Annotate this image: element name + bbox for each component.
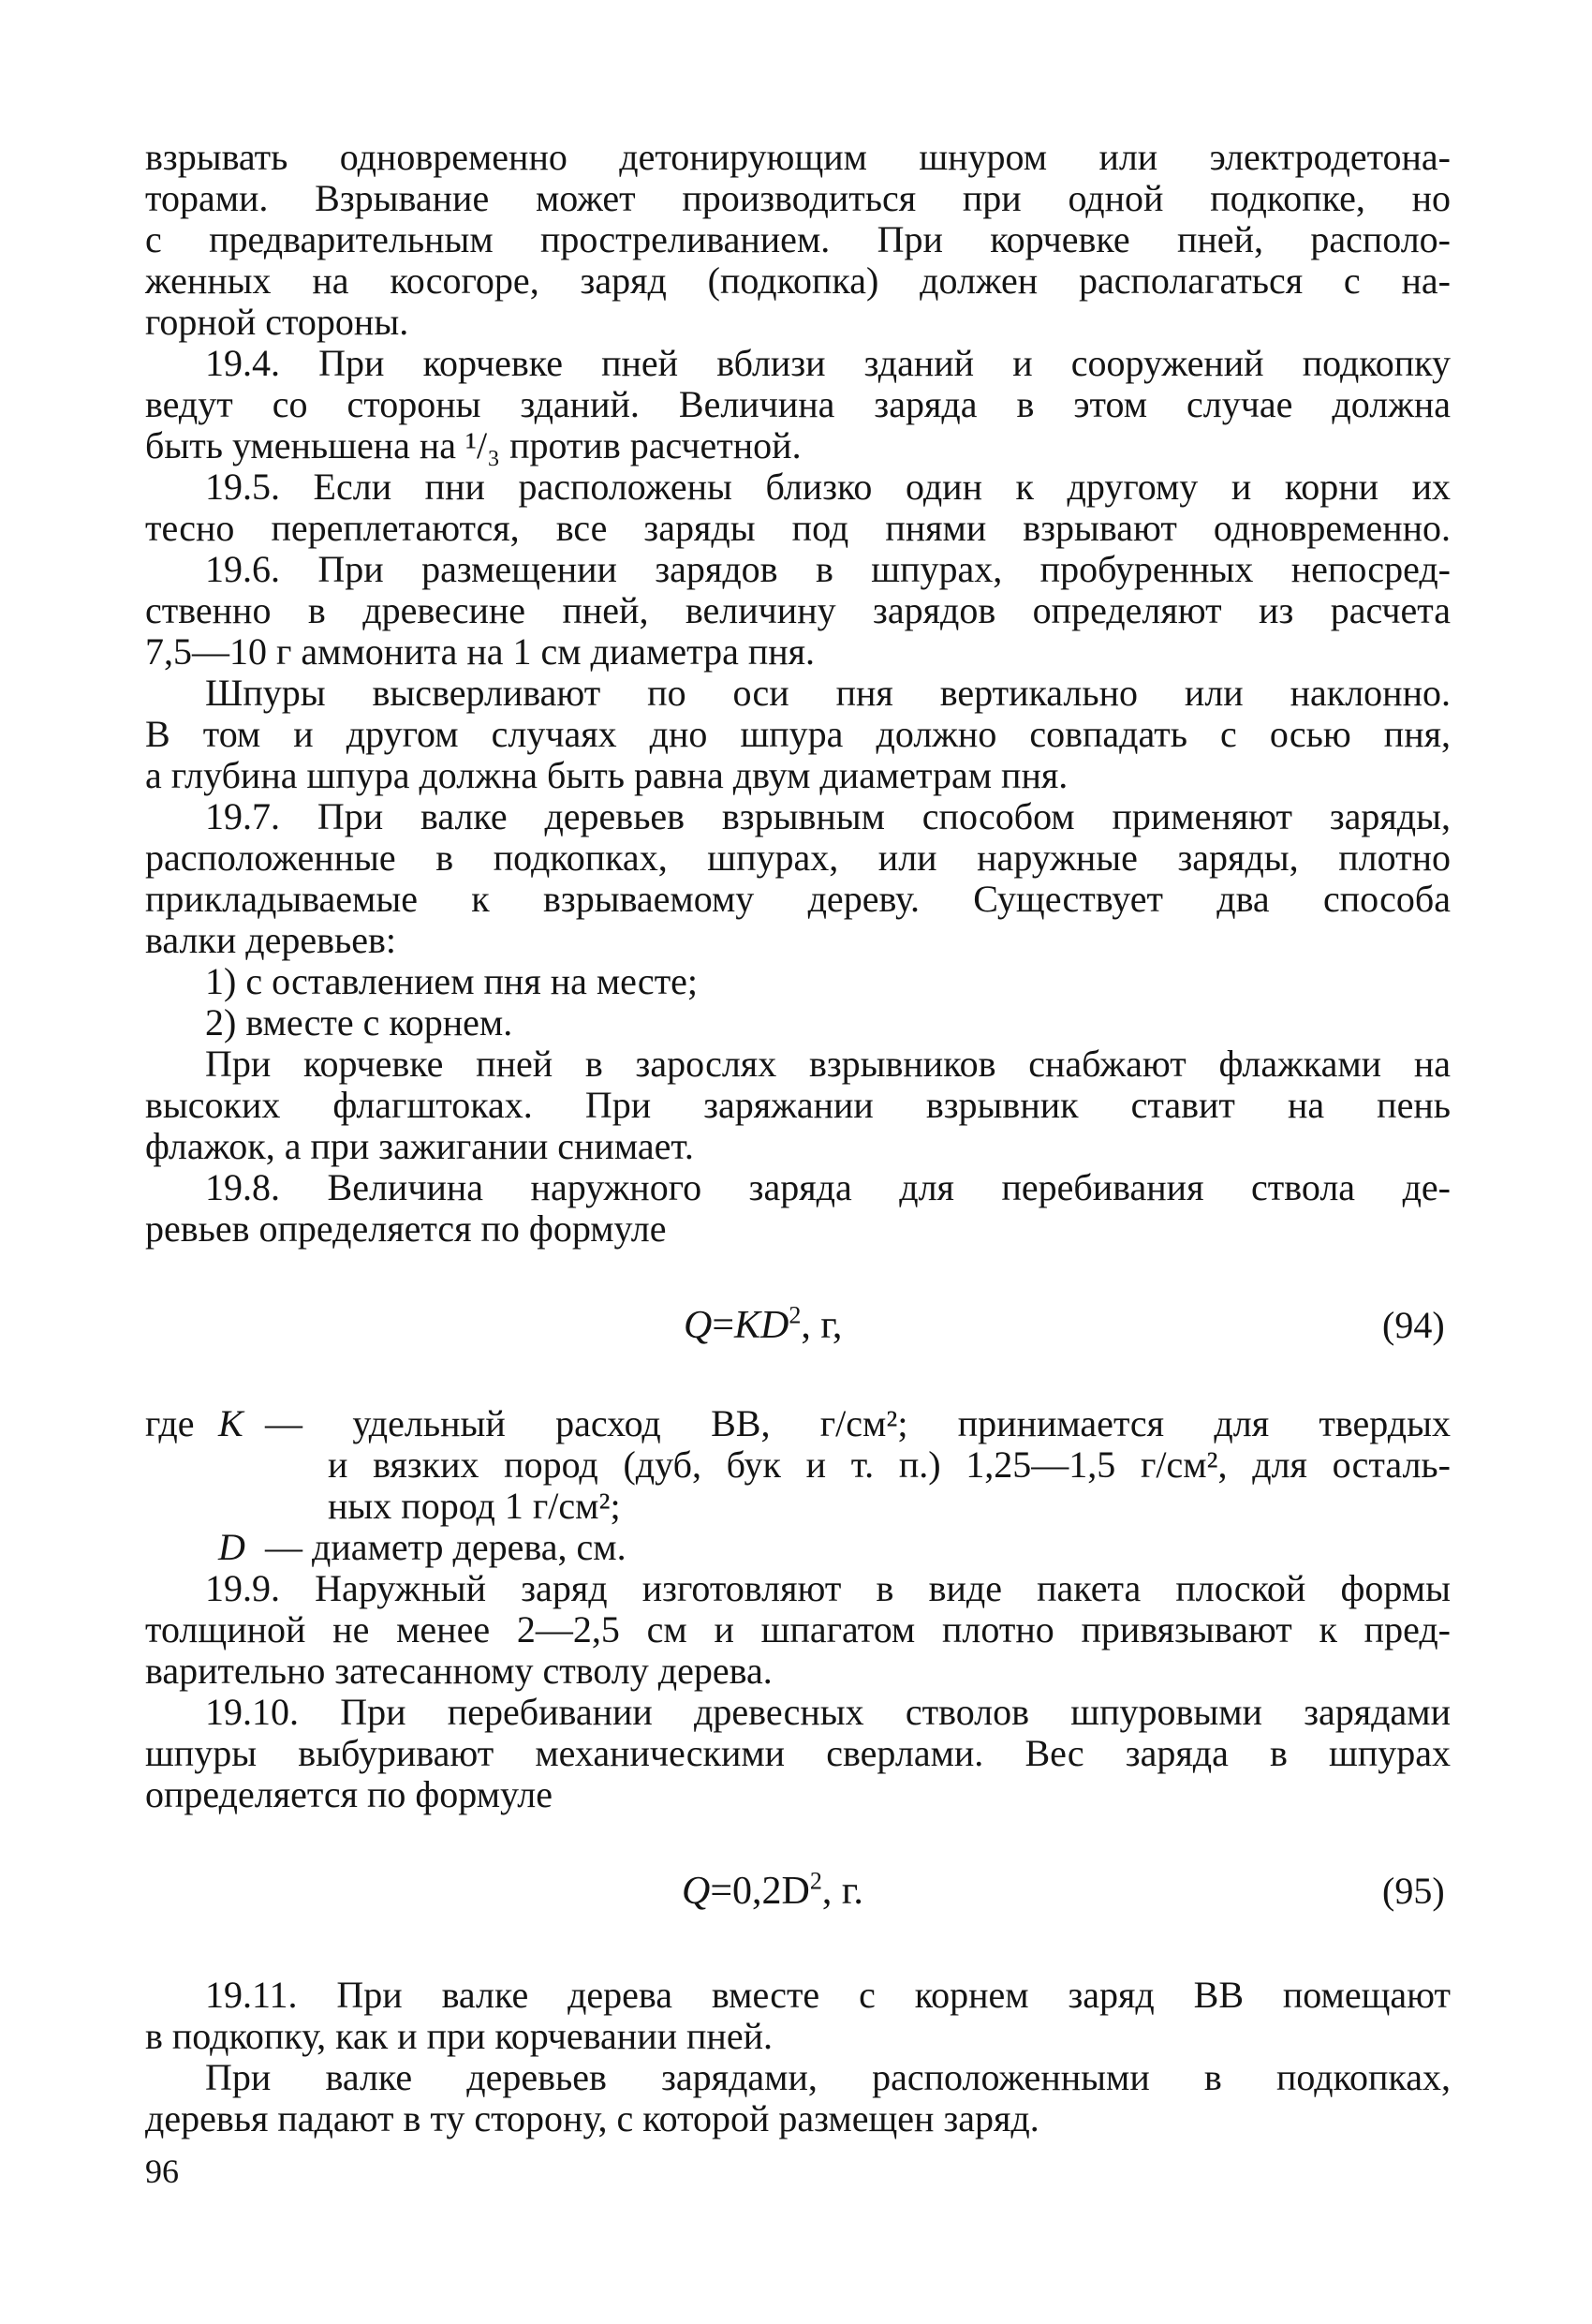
text-line: высоких флагштоках. При заряжании взрывник ставит на пень [145,1084,1451,1126]
definition-k-line: ных пород 1 г/см²; [328,1485,621,1527]
text-line: толщиной не менее 2—2,5 см и шпагатом плотно привязывают к пред- [145,1608,1451,1650]
text-line: деревья падают в ту сторону, с которой размещен заряд. [145,2097,1039,2139]
text-line: 19.11. При валке дерева вместе с корнем заряд ВВ помещают [205,1974,1451,2016]
text-line: ведут со стороны зданий. Величина заряда в этом случае должна [145,383,1451,425]
text-line: горной стороны. [145,301,409,343]
text-line: тесно переплетаются, все заряды под пнями взрывают одновременно. [145,507,1451,549]
text-line: 19.10. При перебивании древесных стволов шпуровыми зарядами [205,1691,1451,1733]
text-line: В том и другом случаях дно шпура должно совпадать с осью пня, [145,713,1451,755]
equation-number-94: (94) [1382,1304,1445,1346]
text-line: варительно затесанному стволу дерева. [145,1650,773,1692]
text-line: прикладываемые к взрываемому дереву. Существует два способа [145,878,1451,920]
definition-k-line: и вязких пород (дуб, бук и т. п.) 1,25—1,5 г/см², для осталь- [328,1443,1451,1486]
definition-d-line: — диаметр дерева, см. [265,1526,626,1568]
text-line: ственно в древесине пней, величину зарядов определяют из расчета [145,589,1451,631]
symbol-k: K [218,1402,243,1444]
text-line: в подкопку, как и при корчевании пней. [145,2015,773,2057]
formula-equals: = [710,1870,733,1913]
list-item: 1) с оставлением пня на месте; [205,960,699,1002]
formula-95 [682,1867,863,1913]
text-line: а глубина шпура должна быть равна двум диаметрам пня. [145,754,1069,796]
text-line: взрывать одновременно детонирующим шнуром или электродетона- [145,136,1451,178]
text-line: 19.4. При корчевке пней вблизи зданий и сооружений подкопку [205,342,1451,384]
text-line: 19.7. При валке деревьев взрывным способом применяют заряды, [205,795,1451,837]
formula-lhs: Q [682,1870,711,1913]
text-line: с предварительным простреливанием. При корчевке пней, располо- [145,218,1451,260]
text-line: женных на косогоре, заряд (подкопка) должен располагаться с на- [145,259,1451,302]
text-line: 19.6. При размещении зарядов в шпурах, пробуренных непосред- [205,548,1451,590]
symbol-d: D [218,1526,245,1568]
formula-lhs: Q [684,1304,713,1347]
text-line: 7,5—10 г аммонита на 1 см диаметра пня. [145,630,816,673]
text-line: Шпуры высверливают по оси пня вертикально или наклонно. [205,672,1451,714]
text-line: торами. Взрывание может производиться при одной подкопке, но [145,177,1451,219]
text-line: расположенные в подкопках, шпурах, или наружные заряды, плотно [145,836,1451,879]
formula-rhs: KD [734,1304,789,1347]
where-label: где [145,1402,195,1444]
formula-exponent: 2 [809,1867,822,1895]
formula-equals: = [712,1304,735,1347]
formula-exponent: 2 [789,1301,802,1329]
definition-k-line: — удельный расход ВВ, г/см²; принимается для твердых [265,1402,1451,1444]
text-line: шпуры выбуривают механическими сверлами. Вес заряда в шпурах [145,1732,1451,1774]
formula-unit: , г, [801,1304,843,1347]
text-line: ревьев определяется по формуле [145,1207,667,1250]
formula-94 [684,1301,843,1347]
text-line: определяется по формуле [145,1773,553,1815]
formula-unit: , г. [821,1870,863,1913]
text-line: При корчевке пней в зарослях взрывников снабжают флажками на [205,1043,1451,1085]
text-line: 19.9. Наружный заряд изготовляют в виде пакета плоской формы [205,1567,1451,1609]
equation-number-95: (95) [1382,1870,1445,1912]
page-number: 96 [145,2153,179,2190]
text-line: 19.5. Если пни расположены близко один к другому и корни их [205,466,1451,508]
text-line: При валке деревьев зарядами, расположенными в подкопках, [205,2056,1451,2098]
text-line: флажок, а при зажигании снимает. [145,1125,694,1167]
list-item: 2) вместе с корнем. [205,1001,513,1044]
formula-rhs: 0,2D [732,1870,810,1913]
text-line: 19.8. Величина наружного заряда для перебивания ствола де- [205,1166,1451,1208]
text-line: быть уменьшена на ¹/₃ против расчетной. [145,424,802,466]
text-line: валки деревьев: [145,919,397,961]
